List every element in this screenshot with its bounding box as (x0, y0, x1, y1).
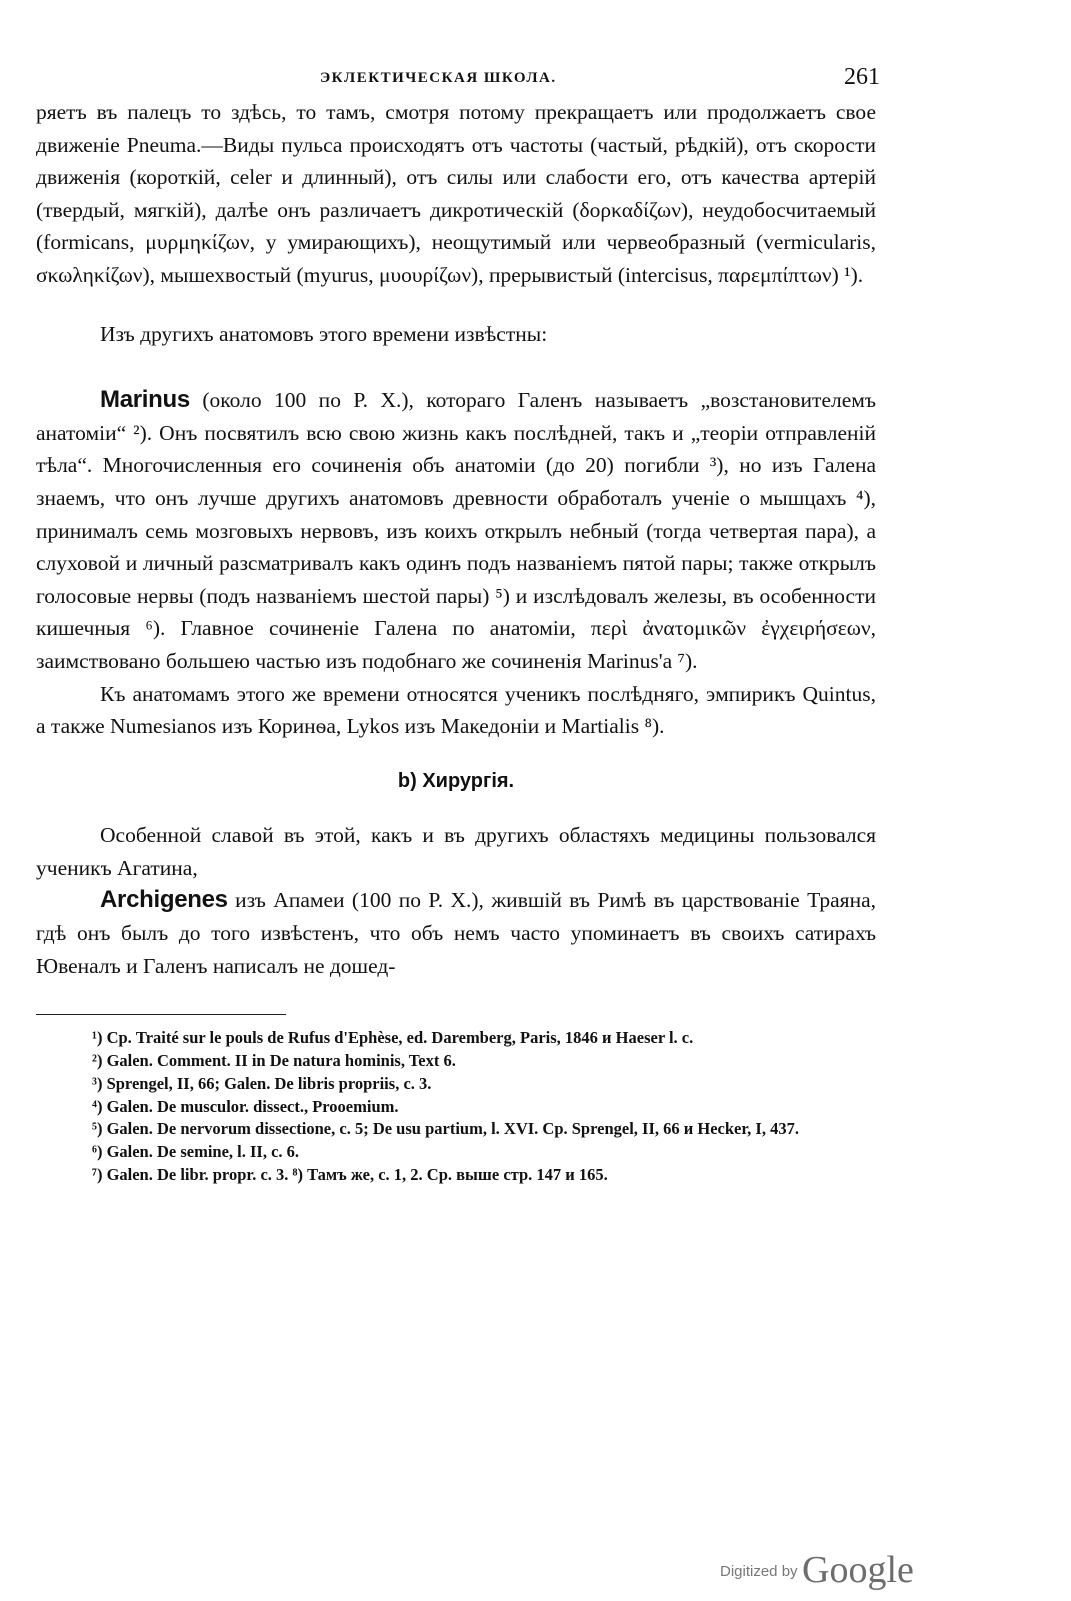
paragraph-pulse-types: ряетъ въ палецъ то здѣсь, то тамъ, смотря потому прекращаетъ или продолжаетъ свое движеніе Pneuma.—Виды пульса происходятъ отъ частоты (частый, рѣдкій), отъ скорости движенія (короткій, celer и длинный), отъ силы или слабости его, отъ качества артерій (твердый, мягкій), далѣе онъ различаетъ дикротическій (δορκαδίζων), неудобосчитаемый (formicans, μυρμηκίζων, у умирающихъ), неощутимый или червеобразный (vermicularis, σκωληκίζων), мышехвостый (myurus, μυουρίζων), прерывистый (intercisus, παρεμπίπτων) ¹). (36, 100, 876, 287)
paragraph-marinus (36, 384, 876, 677)
footnote-5: ⁵) Galen. De nervorum dissectione, c. 5; De usu partium, l. XVI. Cp. Sprengel, II, 66 и Hecker, I, 437. (92, 1119, 799, 1139)
footnote-3: ³) Sprengel, II, 66; Galen. De libris propriis, c. 3. (92, 1073, 432, 1093)
footnote-1: ¹) Ср. Traité sur le pouls de Rufus d'Ephèse, ed. Daremberg, Paris, 1846 и Haeser l. c. (92, 1028, 694, 1048)
digitized-by-watermark (720, 1548, 914, 1592)
section-heading-surgery: b) Хирургія. (397, 769, 515, 792)
paragraph-agathinus-student: Особенной славой въ этой, какъ и въ другихъ областяхъ медицины пользовался ученикъ Агатина, (36, 823, 876, 880)
watermark-brand-logo: Google (802, 1549, 914, 1591)
footnote-2: ²) Galen. Comment. II in De natura hominis, Text 6. (92, 1051, 456, 1071)
paragraph-other-anatomists: Къ анатомамъ этого же времени относятся ученикъ послѣдняго, эмпирикъ Quintus, а также Numesianos изъ Коринѳа, Lykos изъ Македоніи и Martialis ⁸). (36, 681, 876, 739)
footnote-4: ⁴) Galen. De musculor. dissect., Prooemium. (92, 1096, 399, 1116)
running-title: ЭКЛЕКТИЧЕСКАЯ ШКОЛА. (320, 70, 557, 86)
name-archigenes: Archigenes (100, 886, 228, 914)
page-header (36, 56, 880, 96)
name-marinus: Marinus (100, 386, 190, 414)
paragraph-marinus-text: (около 100 по Р. Х.), котораго Галенъ называетъ „возстановителемъ анатоміи“ ²). Онъ посвятилъ всю свою жизнь какъ послѣдней, такъ и „теоріи отправленій тѣла“. Многочисленныя его сочиненія объ анатоміи (до 20) погибли ³), но изъ Галена знаемъ, что онъ лучше другихъ анатомовъ древности обработалъ ученіе о мышцахъ ⁴), принималъ семь мозговыхъ нервовъ, изъ коихъ открылъ небный (тогда четвертая пара), а слуховой и личный разсматривалъ какъ одинъ подъ названіемъ пятой пары; также открылъ голосовые нервы (подъ названіемъ шестой пары) ⁵) и изслѣдовалъ железы, въ особенности кишечныя ⁶). Главное сочиненіе Галена по анатоміи, περὶ ἀνατομικῶν ἐγχειρήσεων, заимствовано большею частью изъ подобнаго же сочиненія Marinus'a ⁷). (36, 388, 876, 673)
watermark-digitized-label: Digitized by (720, 1563, 798, 1580)
footnote-7-8: ⁷) Galen. De libr. propr. c. 3. ⁸) Тамъ же, с. 1, 2. Ср. выше стр. 147 и 165. (92, 1165, 608, 1185)
page-number: 261 (844, 64, 880, 90)
paragraph-anatomists-intro: Изъ другихъ анатомовъ этого времени извѣстны: (100, 321, 548, 346)
paragraph-archigenes-text: изъ Апамеи (100 по Р. Х.), жившій въ Римѣ въ царствованіе Траяна, гдѣ онъ былъ до того извѣстенъ, что объ немъ часто упоминаетъ въ своихъ сатирахъ Ювеналъ и Галенъ написалъ не дошед- (36, 888, 876, 978)
footnote-divider (36, 1014, 286, 1015)
footnote-6: ⁶) Galen. De semine, l. II, c. 6. (92, 1142, 300, 1162)
footnotes (36, 1027, 876, 1187)
book-page (36, 56, 880, 1187)
paragraph-archigenes (36, 884, 876, 982)
body-text (36, 96, 876, 982)
